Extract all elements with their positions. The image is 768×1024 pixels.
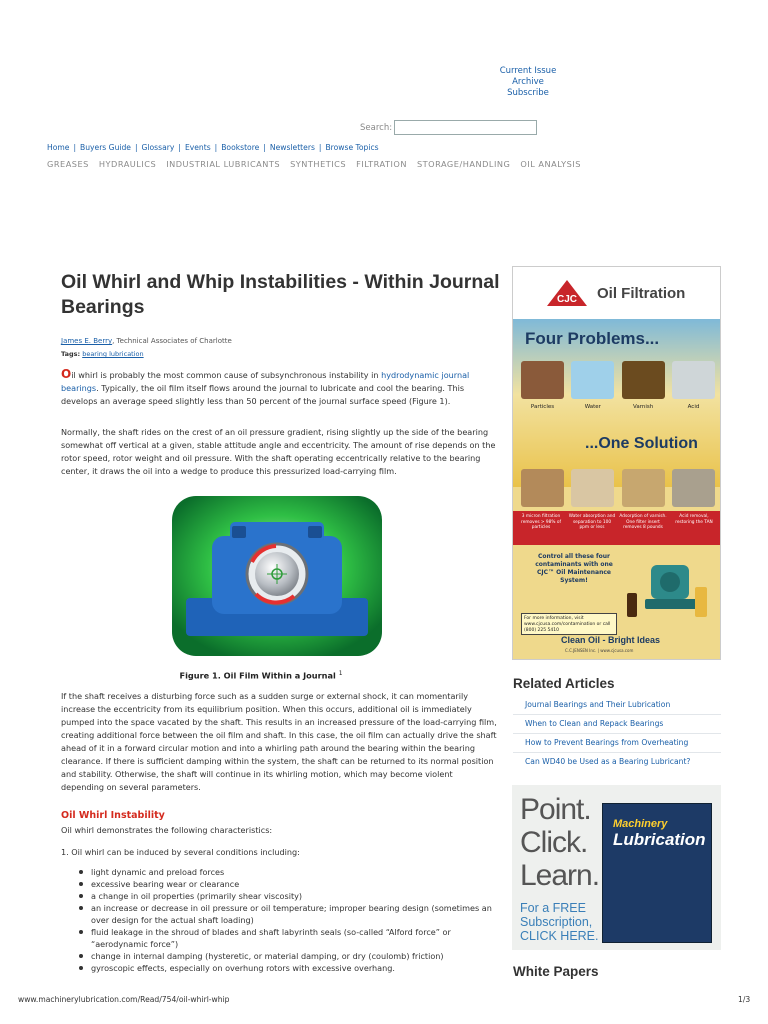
- current-issue-link[interactable]: Current Issue: [499, 66, 557, 76]
- filter-system-image: [621, 547, 711, 627]
- list-item: light dynamic and preload forces: [78, 866, 508, 878]
- paragraph-intro-rest: . Typically, the oil film itself flows around the journal to lubricate and cool the bearing. This develops an average speed slightly less than 50 percent of the journal surface speed (Figure 1).: [61, 383, 465, 406]
- ad-learn-text: Learn.: [520, 859, 600, 892]
- ad-info-box[interactable]: For more information, visit www.cjcusa.com/contamination or call (800) 225 5410: [521, 613, 617, 635]
- nav-separator: |: [178, 143, 181, 152]
- dropcap: O: [61, 367, 72, 381]
- tags-row: [61, 350, 144, 358]
- primary-nav: [47, 143, 379, 152]
- list-item: an increase or decrease in oil pressure or oil temperature; improper bearing design (sometimes an over design for the actual shaft loading): [78, 902, 508, 926]
- red-text-1: 3 micron filtration removes > 98% of particles: [521, 514, 561, 530]
- conditions-list: [78, 866, 508, 974]
- paragraph-intro-text: il whirl is probably the most common cause of subsynchronous instability in: [71, 370, 382, 380]
- byline: [61, 337, 232, 345]
- author-link[interactable]: James E. Berry: [61, 337, 113, 345]
- related-articles-list: [513, 696, 721, 772]
- topic-greases[interactable]: GREASES: [47, 159, 89, 169]
- ad-brand: Oil Filtration: [597, 285, 686, 302]
- nav-separator: |: [134, 143, 138, 152]
- red-text-3: Adsorption of varnish. One filter insert removes 8 pounds: [619, 514, 667, 530]
- label-water: Water: [584, 404, 601, 410]
- hydrodynamic-journal-bearings-link[interactable]: hydrodynamic journal bearings: [61, 370, 470, 393]
- white-papers-heading: White Papers: [513, 964, 599, 979]
- tag-link[interactable]: bearing lubrication: [82, 350, 144, 358]
- svg-text:CJC: CJC: [556, 294, 578, 305]
- search-input[interactable]: [394, 120, 537, 135]
- related-article-link[interactable]: How to Prevent Bearings from Overheating: [513, 734, 721, 753]
- ad-copyright: C.C.JENSEN Inc. | www.cjcusa.com: [565, 648, 634, 653]
- related-article-link[interactable]: When to Clean and Repack Bearings: [513, 715, 721, 734]
- magazine-title-1: Machinery: [613, 818, 668, 830]
- footer-url: www.machinerylubrication.com/Read/754/oil-whirl-whip: [18, 995, 230, 1004]
- particles-image: [521, 361, 564, 399]
- section-heading-oil-whirl: Oil Whirl Instability: [61, 810, 165, 821]
- topic-oil-analysis[interactable]: OIL ANALYSIS: [520, 159, 581, 169]
- ad-click-text: Click.: [520, 826, 588, 859]
- filter-water-image: [571, 469, 614, 507]
- ad-problem-images: [521, 361, 715, 399]
- ad-header: [513, 267, 720, 319]
- nav-separator: |: [318, 143, 322, 152]
- nav-browse-topics[interactable]: Browse Topics: [325, 143, 379, 152]
- tags-label: Tags:: [61, 350, 81, 358]
- label-varnish: Varnish: [633, 404, 654, 410]
- nav-glossary[interactable]: Glossary: [141, 143, 175, 152]
- paragraph-3: If the shaft receives a disturbing force such as a sudden surge or external shock, it can momentarily increase the eccentricity from its equilibrium position. When this occurs, additional oil is immediately pumped into the space vacated by the shaft. This results in an increased pressure of the load-carrying film, creating additional force between the oil film and shaft. In this case, the oil film can actually drive the shaft ahead of it in a forward circular motion and into a whirling path around the bearing within the bearing clearance. If there is sufficient damping within the system, the shaft can be returned to its normal position and stability. Otherwise, the shaft will continue in its whirling motion, which may become violent depending on several parameters.: [61, 691, 497, 792]
- paragraph-5: 1. Oil whirl can be induced by several conditions including:: [61, 847, 300, 857]
- related-article-link[interactable]: Can WD40 be Used as a Bearing Lubricant?: [525, 757, 691, 766]
- filter-particles-image: [521, 469, 564, 507]
- topic-nav: [47, 159, 591, 169]
- label-acid: Acid: [687, 404, 700, 410]
- list-item: gyroscopic effects, especially on overhung rotors with excessive overhang.: [78, 962, 508, 974]
- ad-solution-images: [521, 469, 715, 507]
- topic-filtration[interactable]: FILTRATION: [356, 159, 407, 169]
- paragraph-2: Normally, the shaft rides on the crest of an oil pressure gradient, rising slightly up the side of the bearing somewhat off vertical at a given, stable attitude angle and eccentricity. The amount of rise depends on the rotor speed, rotor weight and oil pressure. With the shaft operating eccentrically relative to the bearing center, it draws the oil into a wedge to produce this pressurized load-carrying film.: [61, 427, 496, 476]
- paragraph-intro: [61, 368, 498, 408]
- nav-buyers-guide[interactable]: Buyers Guide: [80, 143, 131, 152]
- cjc-oil-filtration-ad[interactable]: [512, 266, 721, 660]
- nav-separator: |: [73, 143, 76, 152]
- ad-headline: Four Problems...: [525, 329, 660, 348]
- magazine-title-2: Lubrication: [613, 830, 706, 849]
- bearing-figure: [172, 496, 382, 656]
- nav-events[interactable]: Events: [184, 143, 211, 152]
- subscribe-link[interactable]: Subscribe: [507, 88, 549, 98]
- list-item: a change in oil properties (primarily shear viscosity): [78, 890, 508, 902]
- article-title: Oil Whirl and Whip Instabilities - Within Journal Bearings: [61, 271, 500, 318]
- search-bar: [360, 120, 537, 135]
- nav-separator: |: [263, 143, 266, 152]
- figure-caption-text: Figure 1. Oil Film Within a Journal: [179, 670, 336, 681]
- list-item: change in internal damping (hysteretic, or material damping, or dry (coulomb) friction): [78, 950, 508, 962]
- paragraph-4: Oil whirl demonstrates the following characteristics:: [61, 825, 273, 835]
- topic-hydraulics[interactable]: HYDRAULICS: [98, 159, 157, 169]
- subscription-ad[interactable]: [512, 785, 721, 950]
- water-image: [571, 361, 614, 399]
- ad-tagline: Clean Oil - Bright Ideas: [561, 635, 661, 645]
- ad-red-texts: [517, 514, 718, 531]
- topic-synthetics[interactable]: SYNTHETICS: [290, 159, 347, 169]
- figure-footnote-ref[interactable]: 1: [338, 670, 343, 677]
- topic-industrial-lubricants[interactable]: INDUSTRIAL LUBRICANTS: [166, 159, 281, 169]
- ad-control-text: Control all these four contaminants with one CJC™ Oil Maintenance System!: [535, 553, 613, 584]
- list-item: excessive bearing wear or clearance: [78, 878, 508, 890]
- archive-link[interactable]: Archive: [512, 77, 544, 87]
- ad-problem-labels: [521, 404, 715, 410]
- search-label: Search:: [360, 122, 393, 133]
- ad-free-subscription-text[interactable]: For a FREE Subscription, CLICK HERE.: [520, 901, 599, 943]
- figure-caption: [61, 670, 461, 681]
- nav-home[interactable]: Home: [47, 143, 70, 152]
- red-text-2: Water absorption and separation to 100 ppm or less: [568, 514, 616, 530]
- nav-newsletters[interactable]: Newsletters: [269, 143, 315, 152]
- magazine-cover: [602, 803, 712, 943]
- list-item: fluid leakage in the shroud of blades and shaft labyrinth seals (so-called “Alford force” or “aerodynamic force”): [78, 926, 508, 950]
- cjc-logo-icon: [543, 278, 591, 308]
- label-particles: Particles: [530, 404, 555, 410]
- top-links: [493, 66, 563, 99]
- nav-bookstore[interactable]: Bookstore: [221, 143, 260, 152]
- filter-acid-image: [672, 469, 715, 507]
- related-articles-heading: Related Articles: [513, 676, 615, 691]
- related-article-link[interactable]: Journal Bearings and Their Lubrication: [513, 696, 721, 715]
- ad-body: [513, 319, 721, 660]
- varnish-image: [622, 361, 665, 399]
- topic-storage-handling[interactable]: STORAGE/HANDLING: [416, 159, 511, 169]
- author-affiliation: , Technical Associates of Charlotte: [112, 337, 232, 345]
- acid-image: [672, 361, 715, 399]
- red-text-4: Acid removal, restoring the TAN: [675, 514, 713, 525]
- ad-point-text: Point.: [520, 793, 591, 826]
- filter-varnish-image: [622, 469, 665, 507]
- ad-subheadline: ...One Solution: [585, 435, 698, 452]
- nav-separator: |: [214, 143, 218, 152]
- page-number: 1/3: [738, 995, 751, 1004]
